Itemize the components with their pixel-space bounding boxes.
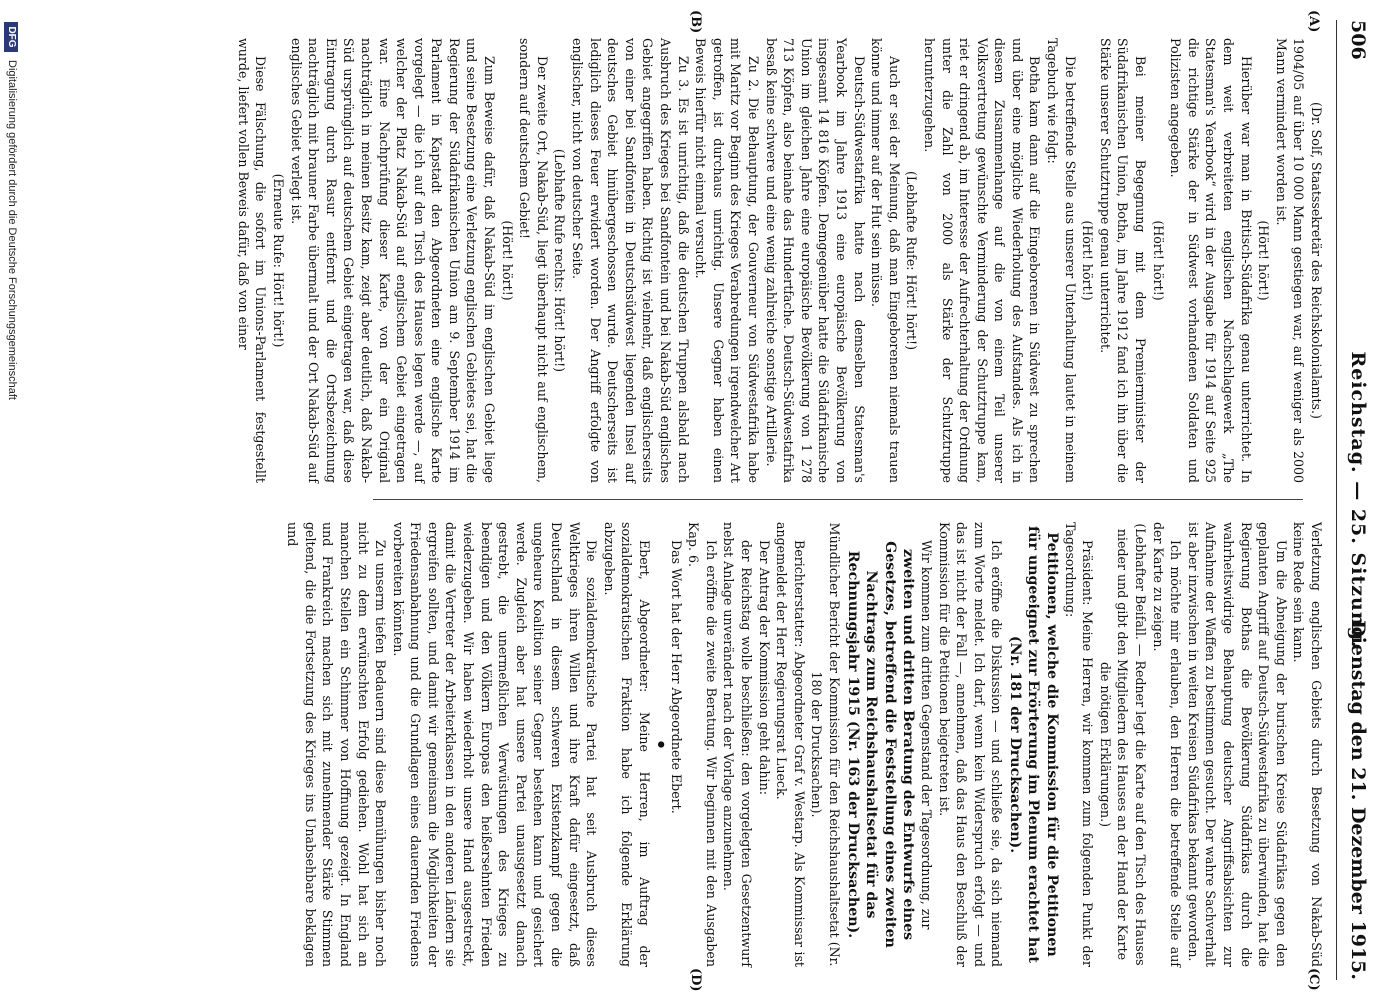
paragraph: Der Antrag der Kommission geht dahin: [756, 540, 772, 795]
right-column [284, 522, 1325, 967]
paragraph: Zum Beweise dafür, daß Nakab-Süd im englischen Gebiet liege und seine Besetzung eine Verletzung englischen Gebietes sei, hat die Regierung der Südafrikanischen Union am 9. September 1914 im Parlament in Kapstadt den Abgeordneten eine englische Karte vorgelegt — die ich auf den Tisch des Hauses legen werde —, auf welcher der Platz Nakab-Süd auf englischem Gebiet eingetragen war. Eine Nachprüfung dieser Karte, von der ein Original nachträglich in meinen Besitz kam, zeigt aber deutlich, daß Nakab-Süd ursprünglich auf deutschem Gebiet eingetragen war, daß diese Eintragung durch Rasur entfernt und die Ortsbezeichnung nachträglich mit brauner Farbe übermalt und der Ort Nakab-Süd auf englisches Gebiet verlegt ist. [288, 38, 498, 483]
paragraph: Die sozialdemokratische Partei hat seit Ausbruch dieses Weltkrieges ihren Willen und ihre Kraft dafür eingesetzt, daß Deutschland in diesem schweren Existenzkampf gegen die ungeheure Koalition seiner Gegner bestehen kann und gesichert werde. Zugleich aber hat unsere Partei unausgesetzt danach gestrebt, die unermeßlichen Verwüstungen des Krieges zu beendigen und den Völkern Europas den heißersehnten Frieden wiederzugeben. Wir haben wiederholt unsere Hand ausgestreckt, damit die Vertreter der Arbeiterklassen in den anderen Ländern sie ergreifen sollten, und damit wir gemeinsam die Möglichkeiten der Friedensanbahnung und die Grundlagen eines dauernden Friedens vorbereiten könnten. [390, 522, 600, 967]
paragraph: 1904/05 auf über 10 000 Mann gestiegen war, auf weniger als 2000 Mann vermindert worden ist. [1273, 38, 1307, 483]
left-column [234, 38, 1325, 483]
margin-mark-b: (B) [688, 10, 703, 34]
margin-mark-a: (A) [1306, 10, 1321, 33]
running-title: Reichstag. — 25. Sitzung. [1347, 351, 1369, 649]
agenda-item-petitions: Petitionen, welche die Kommission für die Petitionen für ungeeignet zur Erörterung im Plenum erachtet hat (Nr. 181 der Drucksachen). [1006, 526, 1061, 963]
column-divider [373, 499, 1303, 500]
paragraph: Zu unserm tiefen Bedauern sind diese Bemühungen bisher noch nicht zu dem erwünschten Erfolg gediehen. Wohl hat sich an manchen Stellen ein Schimmer von Hoffnung gezeigt. In England und Frankreich machen sich mit zunehmender Stärke Stimmen geltend, die die Fortsetzung des Krieges ins Unabsehbare beklagen und [285, 522, 389, 967]
session-date: Dienstag den 21. Dezember 1915. [1347, 620, 1369, 980]
section-dot: • [650, 738, 672, 751]
quoted-diary: Auch er sei der Meinung, daß man Eingeborenen niemals trauen könne und immer auf der Hut sein müsse. [869, 38, 902, 483]
margin-mark-c: (C) [1306, 968, 1321, 991]
paragraph: Verletzung englischen Gebiets durch Besetzung von Nakab-Süd keine Rede sein kann. [1291, 522, 1324, 967]
agenda-item-budget: zweiten und dritten Beratung des Entwurfs eines Gesetzes, betreffend die Feststellung eines zweiten Nachtrags zum Reichshaushaltsetat für das Rechnungsjahr 1915 (Nr. 163 der Drucksachen). [844, 541, 917, 948]
paragraph: Zu 2. Die Behauptung, der Gouverneur von Südwestafrika habe mit Maritz vor Beginn des Krieges Verabredungen irgendwelcher Art getroffen, ist durchaus unrichtig. Unsere Gegner haben einen Beweis hierfür nicht einmal versucht. [693, 38, 761, 483]
interjection: (Lebhafte Rufe rechts: Hört! hört!) [552, 148, 568, 373]
paragraph: Das Wort hat der Herr Abgeordnete Ebert. [668, 540, 684, 814]
interjection: (Hört! hört!) [1080, 220, 1096, 301]
paragraph: Berichterstatter: Abgeordneter Graf v. Westarp. Als Kommissar ist angemeldet der Herr Regierungsrat Lueck. [774, 522, 807, 967]
footer-credit: Digitalisierung gefördert durch die Deutsche Forschungsgemeinschaft [6, 60, 18, 400]
paragraph: Diese Fälschung, die sofort im Unions-Parlament festgestellt wurde, liefert vollen Beweis dafür, daß von einer [235, 38, 269, 483]
paragraph: Hierüber war man in Britisch-Südafrika genau unterrichtet. In dem weit verbreiteten englischen Nachschlagewerk „The Statesman's Yearbook“ wird in der Ausgabe für 1914 auf Seite 925 die richtige Stärke der in Südwest vorhandenen Soldaten und Polizisten angegeben. [1168, 38, 1254, 483]
paragraph: Deutsch-Südwestafrika hatte nach demselben Statesman's Yearbook im Jahre 1913 eine europäische Bevölkerung von insgesamt 14 816 Köpfen. Demgegenüber hatte die Südafrikanische Union im gleichen Jahre eine europäische Bevölkerung von 1 278 713 Köpfen, also beinahe das Hundertfache. Deutsch-Südwestafrika besaß keine schwere und eine wenig zahlreiche sonstige Artillerie. [763, 38, 867, 483]
paragraph: Ich möchte mir erlauben, den Herren die betreffende Stelle auf der Karte zu zeigen. [1150, 522, 1184, 967]
interjection: (Lebhafte Rufe: Hört! hört!) [904, 171, 920, 350]
running-header [1339, 20, 1369, 980]
paragraph: Der zweite Ort, Nakab-Süd, liegt überhaupt nicht auf englischem, sondern auf deutschem Gebiet! [517, 38, 550, 483]
speaker-ebert: Ebert, Abgeordneter: Meine Herren, im Auftrag der sozialdemokratischen Fraktion habe ich folgende Erklärung abzugeben. [601, 522, 653, 967]
interjection: (Lebhafter Beifall. — Redner legt die Karte auf den Tisch des Hauses nieder und gibt den Mitgliedern des Hauses an der Hand der Karte die nötigen Erklärungen.) [1097, 523, 1149, 966]
interjection: (Hört! hört!) [1150, 220, 1166, 301]
paragraph: Zu 3. Es ist unrichtig, daß die deutschen Truppen alsbald nach Ausbruch des Krieges bei Sandfontein und bei Nakab-Süd englisches Gebiet angegriffen haben. Richtig ist vielmehr, daß englischerseits von einer bei Sandfontein in Deutschsüdwest liegenden Insel auf deutsches Gebiet hinübergeschossen wurde. Deutscherseits ist lediglich dieses Feuer erwidert worden. Der Angriff erfolgte von englischer, nicht von deutscher Seite. [570, 38, 691, 483]
report-note: Mündlicher Bericht der Kommission für den Reichshaushaltsetat (Nr. 180 der Drucksachen). [809, 522, 842, 967]
paragraph: Ich eröffne die zweite Beratung. Wir beginnen mit den Ausgaben Kap. 6. [686, 522, 719, 967]
dfg-logo: DFG [4, 22, 18, 52]
president-remark: Präsident: Meine Herren, wir kommen zum folgenden Punkt der Tagesordnung: [1062, 522, 1096, 967]
motion-text: der Reichstag wolle beschließen: den vorgelegten Gesetzentwurf nebst Anlage unverändert nach der Vorlage anzunehmen. [721, 522, 754, 967]
header-rule [1336, 20, 1337, 980]
speaker-note: (Dr. Solf, Staatssekretär des Reichskolonialamts.) [1309, 102, 1324, 419]
quoted-diary: Botha kam dann auf die Eingeborenen in Südwest zu sprechen und über eine mögliche Wiederholung des Aufstandes. Als ich in diesem Zusammenhange auf die von einem Teil unserer Volksvertretung gewünschte Verminderung der Schutztruppe kam, riet er dringend ab, im Interesse der Aufrechterhaltung der Ordnung unter die Zahl von 2000 als Stärke der Schutztruppe herunterzugehen. [921, 38, 1043, 483]
page-number: 506 [1347, 20, 1369, 60]
margin-mark-d: (D) [688, 968, 703, 992]
paragraph: Bei meiner Begegnung mit dem Premierminister der Südafrikanischen Union, Botha, im Jahre 1912 fand ich ihn über die Stärke unserer Schutztruppe genau unterrichtet. [1097, 38, 1149, 483]
paragraph: Wir kommen zum dritten Gegenstand der Tagesordnung, zur [918, 540, 934, 930]
paragraph: Die betreffende Stelle aus unserer Unterhaltung lautet in meinem Tagebuch wie folgt: [1045, 38, 1078, 483]
paragraph: Um die Abneigung der burischen Kreise Südafrikas gegen den geplanten Angriff auf Deutsch-Südwestafrika zu überwinden, hat die Regierung Bothas die Bevölkerung Südafrikas durch die wahrheitswidrige Behauptung deutscher Angriffsabsichten zur Aufnahme der Waffen zu bestimmen gesucht. Der wahre Sachverhalt ist aber inzwischen in weiten Kreisen Südafrikas bekannt geworden. [1185, 522, 1289, 967]
digitization-footer [0, 0, 20, 1000]
interjection: (Hört! hört!) [499, 220, 515, 301]
interjection: (Erneute Rufe: Hört! hört!) [270, 173, 286, 348]
paragraph: Ich eröffne die Diskussion — und schließe sie, da sich niemand zum Worte meldet. Ich darf, wenn kein Widerspruch erfolgt — und das ist nicht der Fall —, annehmen, daß das Haus den Beschluß der Kommission für die Petitionen beigetreten ist. [936, 522, 1005, 967]
interjection: (Hört! hört!) [1256, 220, 1272, 301]
